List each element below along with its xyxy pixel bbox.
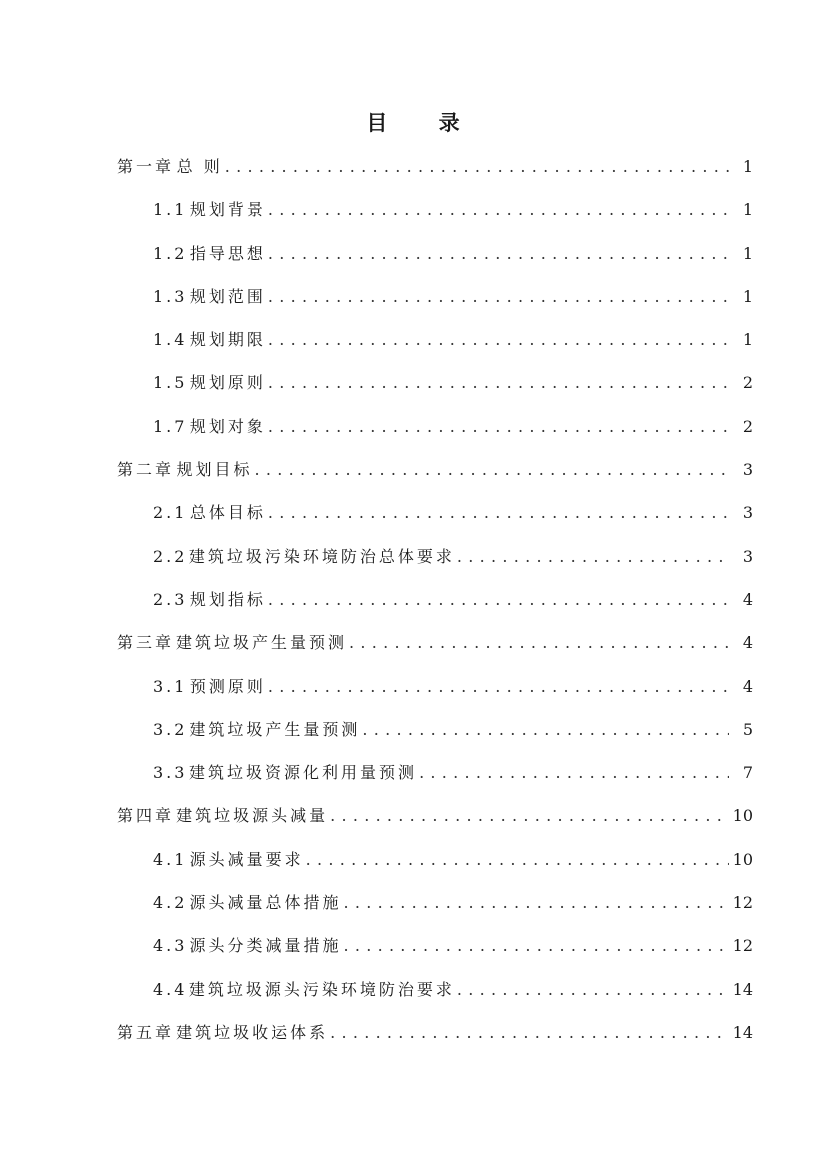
toc-chapter-entry[interactable] [117,1011,753,1054]
toc-dot-leader [268,361,729,404]
toc-entry-page-number: 7 [742,763,753,783]
toc-entry-label: 源头减量总体措施 [189,893,342,913]
toc-entry-label: 规划对象 [189,416,266,436]
toc-section-entry[interactable] [117,665,753,708]
toc-section-entry[interactable] [117,275,753,318]
toc-section-entry[interactable] [117,361,753,404]
toc-entry-label: 建筑垃圾资源化利用量预测 [189,763,418,783]
toc-dot-leader [268,275,729,318]
toc-dot-leader [268,578,729,621]
toc-entry-number: 4.1 [153,849,188,869]
toc-entry-number: 第四章 [117,806,175,826]
toc-dot-leader [330,1011,729,1054]
toc-entry-page-number: 1 [742,330,753,350]
toc-entry-label: 源头减量要求 [189,849,304,869]
toc-entry-number: 第三章 [117,633,175,653]
toc-dot-leader [268,491,729,534]
toc-dot-leader [225,145,729,188]
toc-dot-leader [268,188,729,231]
toc-entry-page-number: 12 [732,893,753,913]
toc-entry-page-number: 10 [732,849,753,869]
toc-entry-label: 总体目标 [189,503,266,523]
toc-chapter-entry[interactable] [117,621,753,664]
toc-chapter-entry[interactable] [117,145,753,188]
toc-entry-number: 1.1 [153,200,188,220]
toc-entry-number: 第二章 [117,460,175,480]
toc-dot-leader [268,405,729,448]
toc-section-entry[interactable] [117,708,753,751]
toc-section-entry[interactable] [117,405,753,448]
toc-entry-page-number: 1 [742,157,753,176]
toc-dot-leader [457,535,729,578]
toc-entry-page-number: 2 [742,416,753,436]
toc-section-entry[interactable] [117,535,753,578]
toc-dot-leader [349,621,729,664]
page-title: 目 录 [366,110,482,135]
toc-entry-label: 规划期限 [189,330,266,350]
toc-entry-label: 规划目标 [176,460,253,480]
toc-entry-page-number: 14 [732,979,753,999]
toc-entry-number: 第一章 [117,157,175,176]
toc-entry-page-number: 3 [742,546,753,566]
toc-entry-number: 4.3 [153,936,188,956]
toc-entry-label: 指导思想 [189,243,266,263]
toc-entry-number: 2.3 [153,589,188,609]
toc-entry-number: 第五章 [117,1022,175,1042]
toc-dot-leader [343,881,728,924]
toc-entry-label: 源头分类减量措施 [189,936,342,956]
toc-entry-number: 1.2 [153,243,188,263]
toc-entry-page-number: 2 [742,373,753,393]
toc-dot-leader [362,708,729,751]
toc-entry-number: 2.1 [153,503,188,523]
toc-section-entry[interactable] [117,751,753,794]
toc-entry-label: 规划背景 [189,200,266,220]
toc-entry-page-number: 5 [742,719,753,739]
toc-dot-leader [419,751,729,794]
toc-entry-number: 1.3 [153,286,188,306]
toc-dot-leader [457,968,729,1011]
toc-entry-number: 4.4 [153,979,188,999]
toc-entry-page-number: 1 [742,243,753,263]
toc-entry-label: 建筑垃圾产生量预测 [175,633,347,653]
toc-entry-page-number: 4 [742,676,753,696]
toc-entry-page-number: 12 [732,936,753,956]
toc-entry-page-number: 4 [742,633,753,653]
toc-entry-label: 建筑垃圾收运体系 [176,1022,329,1042]
toc-section-entry[interactable] [117,232,753,275]
toc-entry-number: 2.2 [153,546,188,566]
toc-section-entry[interactable] [117,188,753,231]
toc-entry-label: 规划指标 [189,589,266,609]
toc-entry-label: 总 则 [176,157,223,176]
table-of-contents [117,145,753,1054]
toc-section-entry[interactable] [117,924,753,967]
toc-dot-leader [254,448,729,491]
toc-section-entry[interactable] [117,881,753,924]
toc-entry-number: 1.4 [153,330,188,350]
toc-entry-label: 规划范围 [189,286,266,306]
toc-section-entry[interactable] [117,838,753,881]
toc-section-entry[interactable] [117,491,753,534]
toc-entry-number: 3.2 [153,719,188,739]
toc-dot-leader [268,318,729,361]
toc-entry-number: 1.7 [153,416,188,436]
toc-entry-page-number: 1 [742,200,753,220]
toc-dot-leader [343,924,728,967]
toc-entry-number: 3.3 [153,763,188,783]
toc-section-entry[interactable] [117,318,753,361]
toc-entry-label: 建筑垃圾产生量预测 [189,719,361,739]
toc-entry-number: 4.2 [153,893,188,913]
toc-chapter-entry[interactable] [117,448,753,491]
toc-entry-page-number: 10 [732,806,753,826]
toc-dot-leader [268,232,729,275]
toc-section-entry[interactable] [117,968,753,1011]
toc-entry-label: 规划原则 [189,373,266,393]
toc-entry-page-number: 3 [742,503,753,523]
toc-dot-leader [330,794,729,837]
toc-entry-page-number: 3 [742,460,753,480]
toc-entry-page-number: 14 [732,1022,753,1042]
toc-entry-page-number: 4 [742,589,753,609]
toc-section-entry[interactable] [117,578,753,621]
toc-entry-page-number: 1 [742,286,753,306]
toc-dot-leader [268,665,729,708]
toc-dot-leader [306,838,729,881]
toc-entry-number: 3.1 [153,676,188,696]
toc-chapter-entry[interactable] [117,794,753,837]
toc-entry-label: 预测原则 [189,676,266,696]
toc-entry-label: 建筑垃圾污染环境防治总体要求 [188,546,455,566]
toc-entry-label: 建筑垃圾源头减量 [176,806,329,826]
toc-entry-number: 1.5 [153,373,188,393]
toc-entry-label: 建筑垃圾源头污染环境防治要求 [188,979,455,999]
